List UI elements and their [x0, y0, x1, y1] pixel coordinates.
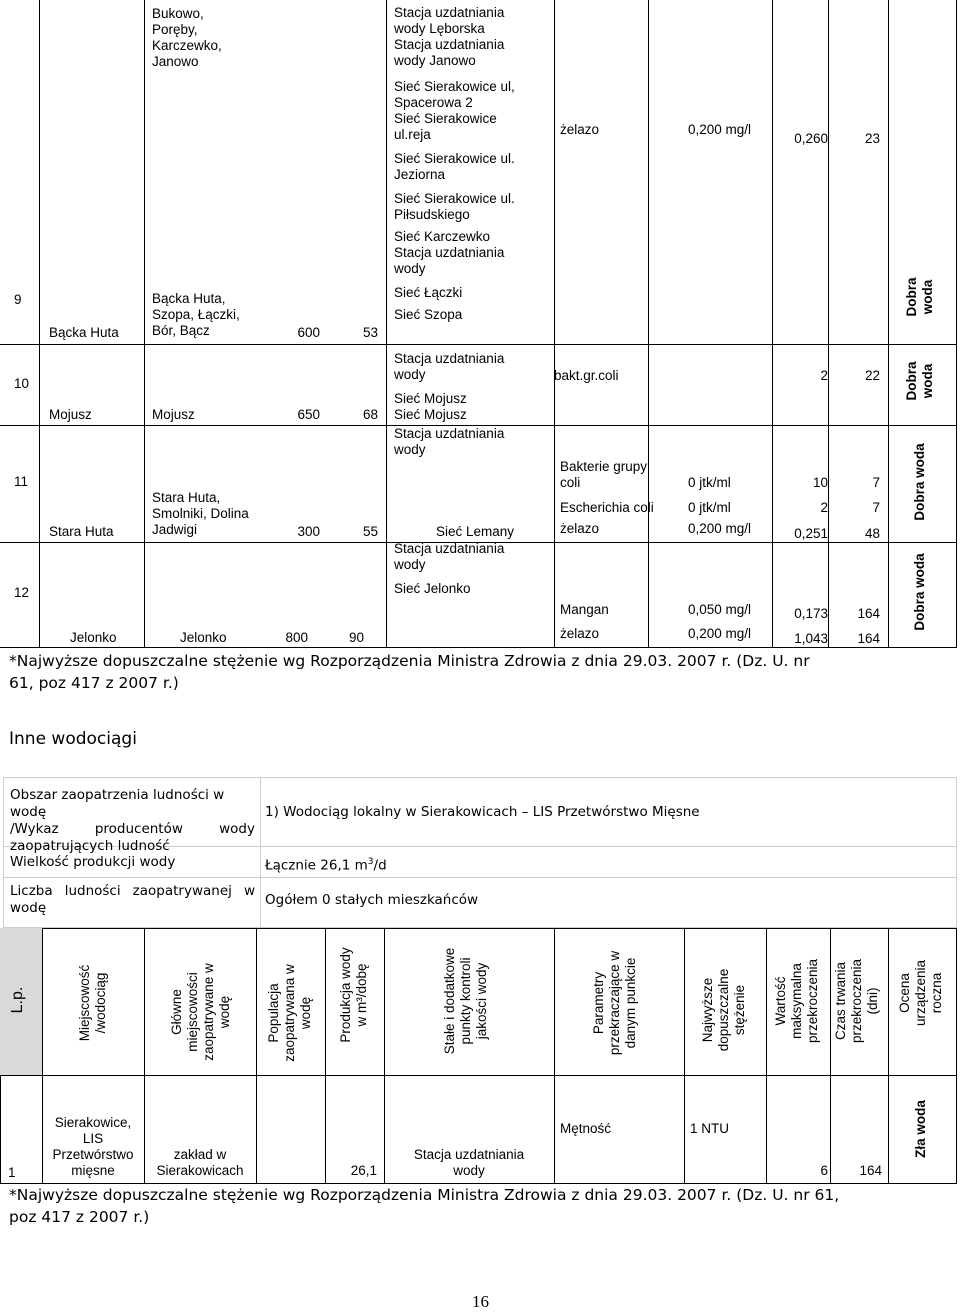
info-population-value: Ogółem 0 stałych mieszkańców [265, 892, 479, 908]
row11-localities: Stara Huta, Smolniki, Dolina Jadwigi [152, 490, 249, 537]
row12-localities: Jelonko [180, 630, 227, 645]
row11-points-a: Stacja uzdatniania wody [394, 426, 505, 457]
row12-days1: 164 [857, 606, 880, 621]
row9-localities: Bącka Huta, Szopa, Łączki, Bór, Bącz [152, 291, 240, 338]
row11-place: Stara Huta [49, 524, 114, 539]
info-production-label: Wielkość produkcji wody [10, 854, 176, 870]
bottom-row-lp: 1 [8, 1165, 16, 1180]
row10-localities: Mojusz [152, 407, 195, 422]
row11-population: 300 [297, 524, 320, 539]
row12-points: Stacja uzdatniania wody Sieć Jelonko [394, 541, 505, 596]
header-rating: Ocena urządzenia roczna [897, 959, 944, 1027]
row8-max: 0,260 [794, 131, 828, 146]
row10-place: Mojusz [49, 407, 92, 422]
row11-days3: 48 [864, 526, 880, 541]
header-localities: Główne miejscowości zaopatrywane w wodę [169, 963, 232, 1061]
row11-param3: żelazo [560, 521, 600, 536]
row12-max2: 1,043 [794, 631, 828, 646]
bottom-row-max: 6 [820, 1163, 828, 1178]
row9-place: Bącka Huta [49, 325, 119, 340]
header-max: Wartość maksymalna przekroczenia [773, 958, 820, 1044]
row12-days2: 164 [857, 631, 880, 646]
page-number: 16 [472, 1292, 489, 1311]
bottom-row-limit: 1 NTU [690, 1121, 730, 1136]
bottom-row-point: Stacja uzdatniania wody [413, 1147, 525, 1178]
header-duration: Czas trwania przekroczenia (dni) [833, 958, 880, 1044]
row10-production: 68 [362, 407, 378, 422]
row11-max3: 0,251 [794, 526, 828, 541]
row11-param2: Escherichia coli [560, 500, 654, 515]
row12-population: 800 [285, 630, 308, 645]
row8-localities: Bukowo, Poręby, Karczewko, Janowo [152, 6, 222, 69]
row10-days: 22 [864, 368, 880, 383]
bottom-row-rating: Zła woda [913, 1100, 928, 1158]
row12-max1: 0,173 [794, 606, 828, 621]
row12-rating: Dobra woda [912, 553, 927, 631]
bottom-row-days: 164 [859, 1163, 882, 1178]
row10-population: 650 [297, 407, 320, 422]
row12-limit2: 0,200 mg/l [688, 626, 752, 641]
row11-max1: 10 [812, 475, 828, 490]
bottom-row-localities: zakład w Sierakowicach [156, 1147, 244, 1178]
header-parameters: Parametry przekraczające w danym punkcie [591, 950, 638, 1056]
header-lp: L.p. [9, 986, 26, 1014]
row10-points: Stacja uzdatniania wody Sieć Mojusz Sieć Mojusz [394, 351, 505, 422]
header-production: Produkcja wody w m³/dobę [338, 947, 369, 1043]
row10-max: 2 [820, 368, 828, 383]
section-title: Inne wodociągi [9, 729, 137, 749]
row9-production: 53 [362, 325, 378, 340]
bottom-row-parameter: Mętność [560, 1121, 612, 1136]
row12-limit1: 0,050 mg/l [688, 602, 752, 617]
row12-param2: żelazo [560, 626, 600, 641]
row8-limit: 0,200 mg/l [688, 122, 752, 137]
bottom-row-place: Sierakowice, LIS Przetwórstwo mięsne [52, 1115, 134, 1178]
row9-rating: Dobra woda [904, 277, 935, 317]
row11-days1: 7 [872, 475, 880, 490]
row11-limit3: 0,200 mg/l [688, 521, 752, 536]
info-area-value: 1) Wodociąg lokalny w Sierakowicach – LIS Przetwórstwo Mięsne [265, 804, 700, 820]
row11-param1: Bakterie grupy coli [560, 459, 648, 490]
row10-lp: 10 [14, 376, 30, 391]
header-place: Miejscowość /wodociąg [77, 964, 108, 1042]
header-limit: Najwyższe dopuszczalne stężenie [700, 968, 747, 1052]
row12-param1: Mangan [560, 602, 609, 617]
bottom-row-production: 26,1 [350, 1163, 377, 1178]
footnote-bottom: *Najwyższe dopuszczalne stężenie wg Rozporządzenia Ministra Zdrowia z dnia 29.03. 2007 r. (Dz. U. nr 61, poz 417 z 2007 r.) [9, 1186, 840, 1226]
info-population-label: Liczba ludności zaopatrywanej w wodę [10, 883, 255, 916]
row8-days: 23 [864, 131, 880, 146]
header-points: Stałe i dodatkowe punkty kontroli jakości wody [442, 947, 489, 1055]
row12-place: Jelonko [70, 630, 117, 645]
row11-limit1: 0 jtk/ml [688, 475, 731, 490]
row11-rating: Dobra woda [912, 443, 927, 521]
row11-days2: 7 [872, 500, 880, 515]
row9-lp: 9 [14, 292, 22, 307]
row9-population: 600 [297, 325, 320, 340]
row10-parameter: bakt.gr.coli [554, 368, 619, 383]
header-population: Populacja zaopatrywana w wodę [266, 964, 313, 1062]
footnote-top: *Najwyższe dopuszczalne stężenie wg Rozporządzenia Ministra Zdrowia z dnia 29.03. 2007 r. (Dz. U. nr 61, poz 417 z 2007 r.) [9, 652, 810, 692]
row11-point-network: Sieć Lemany [435, 524, 514, 539]
info-area-label: Obszar zaopatrzenia ludności w wodę /Wykaz producentów wody zaopatrujących ludność [10, 787, 255, 854]
row11-lp: 11 [14, 474, 29, 489]
row11-limit2: 0 jtk/ml [688, 500, 731, 515]
row11-production: 55 [362, 524, 378, 539]
row12-production: 90 [348, 630, 364, 645]
row12-lp: 12 [14, 585, 30, 600]
info-production-value: Łącznie 26,1 $m^3/d$ [265, 857, 387, 874]
row11-max2: 2 [820, 500, 828, 515]
row8-parameter: żelazo [560, 122, 600, 137]
row10-rating: Dobra woda [904, 361, 935, 401]
row8-points: Stacja uzdatniania wody Lęborska Stacja uzdatniania wody Janowo Sieć Sierakowice ul, Spacerowa 2 Sieć Sierakowice ul.reja Sieć Sierakowice ul. Jeziorna Sieć Sierakowice ul. Piłsudskiego Sieć Karczewko Stacja uzdatniania wody Sieć Łączki Sieć Szopa [394, 5, 515, 322]
